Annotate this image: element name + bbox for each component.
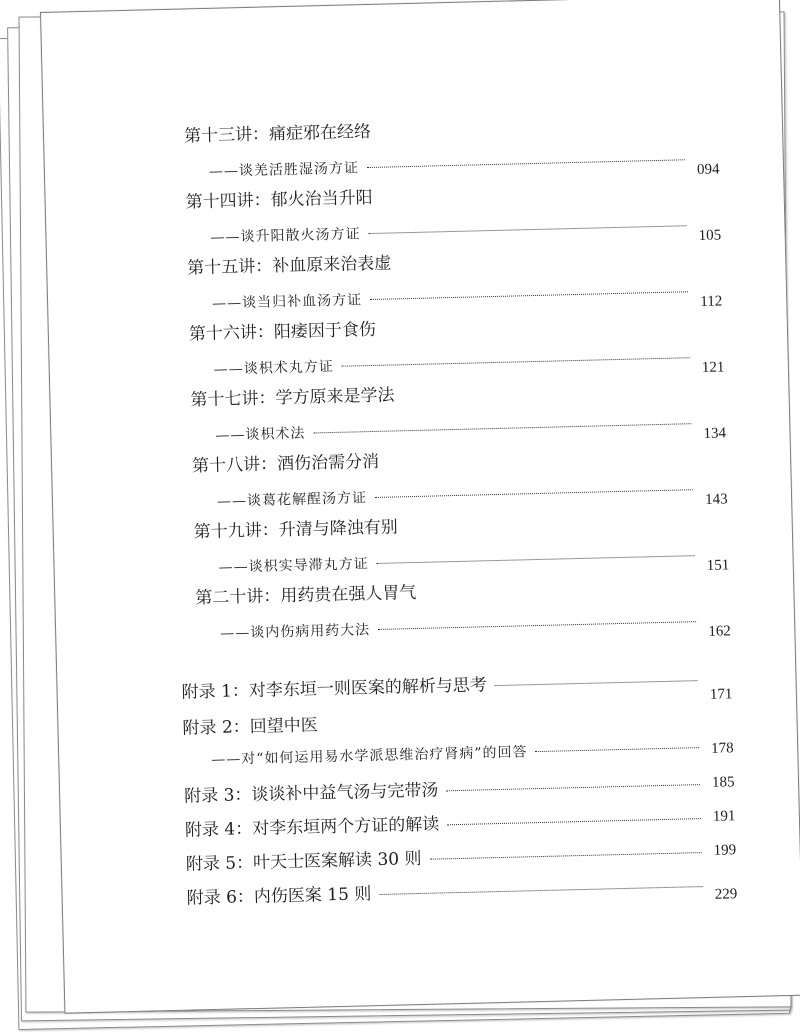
toc-entry-appendix xyxy=(181,665,705,703)
toc-entry-appendix xyxy=(182,710,318,738)
page-number: 185 xyxy=(711,774,735,791)
toc-entry-title xyxy=(192,447,380,477)
entry-title: 附录 5：叶天士医案解读 30 则 xyxy=(185,848,422,875)
dot-leader xyxy=(375,489,693,498)
toc-entry-subtitle xyxy=(218,545,702,577)
toc-entry-appendix xyxy=(186,837,710,875)
page-number: 105 xyxy=(698,227,722,244)
dot-leader xyxy=(378,621,696,630)
dot-leader xyxy=(370,291,688,300)
toc-entry-appendix xyxy=(184,769,708,807)
page-number: 199 xyxy=(713,842,737,859)
dot-leader xyxy=(368,225,686,234)
toc-entry-title xyxy=(195,578,417,608)
toc-entry-subtitle xyxy=(210,215,694,247)
dot-leader xyxy=(429,852,701,860)
toc-entry-subtitle xyxy=(220,611,704,643)
entry-title: 第十三讲：痛症邪在经络 xyxy=(183,121,372,147)
toc-entry-title xyxy=(190,380,395,410)
page-number: 121 xyxy=(701,359,725,376)
page-number: 162 xyxy=(708,623,732,640)
entry-subtitle: ——谈羌活胜湿汤方证 xyxy=(208,160,360,180)
entry-title: 第十八讲：酒伤治需分消 xyxy=(191,451,380,477)
toc-entry-subtitle xyxy=(214,347,698,379)
entry-subtitle: ——谈枳术丸方证 xyxy=(213,358,334,378)
entry-title: 附录 4：对李东垣两个方证的解读 xyxy=(184,814,440,841)
toc-entry-title xyxy=(187,248,392,278)
page-number: 112 xyxy=(700,293,723,310)
entry-subtitle: ——谈葛花解酲汤方证 xyxy=(216,490,368,510)
table-of-contents xyxy=(41,0,800,1013)
entry-title: 附录 3：谈谈补中益气汤与完带汤 xyxy=(183,780,439,807)
page-number: 134 xyxy=(703,425,727,442)
toc-entry-subtitle xyxy=(217,479,701,511)
entry-title: 第二十讲：用药贵在强人胃气 xyxy=(195,582,417,609)
dot-leader xyxy=(536,747,700,752)
entry-title: 第十四讲：郁火治当升阳 xyxy=(185,187,373,213)
entry-title: 第十五讲：补血原来治表虚 xyxy=(187,253,392,279)
entry-title: 附录 2：回望中医 xyxy=(182,715,318,739)
entry-title: 附录 6：内伤医案 15 则 xyxy=(186,884,372,909)
toc-entry-appendix xyxy=(186,871,710,909)
entry-title: 附录 1：对李东垣一则医案的解析与思考 xyxy=(181,675,488,703)
toc-entry-title xyxy=(189,315,377,345)
toc-entry-appendix xyxy=(185,803,709,841)
entry-title: 第十六讲：阳痿因于食伤 xyxy=(188,319,377,345)
toc-entry-title xyxy=(185,183,373,213)
page-number: 178 xyxy=(711,740,734,757)
page-number: 094 xyxy=(696,161,720,178)
dot-leader xyxy=(367,159,685,168)
dot-leader xyxy=(379,886,702,895)
toc-entry-subtitle xyxy=(211,737,707,769)
toc-entry-subtitle xyxy=(212,281,696,313)
toc-entry-title xyxy=(184,117,372,147)
entry-subtitle: ——谈内伤病用药大法 xyxy=(220,622,371,642)
page-number: 151 xyxy=(706,557,730,574)
page-number: 143 xyxy=(704,491,728,508)
page-number: 171 xyxy=(709,686,733,703)
dot-leader xyxy=(447,818,701,825)
dot-leader xyxy=(377,555,695,564)
page-number: 191 xyxy=(712,808,736,825)
entry-subtitle: ——谈枳术法 xyxy=(215,425,306,444)
entry-subtitle: ——谈当归补血汤方证 xyxy=(211,292,363,312)
toc-entry-subtitle xyxy=(209,149,693,181)
toc-entry-title xyxy=(193,512,398,542)
dot-leader xyxy=(313,423,691,433)
entry-subtitle: ——谈枳实导滞丸方证 xyxy=(218,556,369,576)
entry-title: 第十七讲：学方原来是学法 xyxy=(190,385,395,411)
page-number: 229 xyxy=(714,886,738,903)
entry-subtitle: ——谈升阳散火汤方证 xyxy=(210,226,361,246)
dot-leader xyxy=(495,680,698,686)
dot-leader xyxy=(342,357,690,367)
toc-entry-subtitle xyxy=(215,413,699,445)
entry-title: 第十九讲：升清与降浊有别 xyxy=(193,517,398,543)
entry-subtitle: ——对“如何运用易水学派思维治疗肾病”的回答 xyxy=(211,744,528,769)
toc-page xyxy=(40,0,800,1014)
dot-leader xyxy=(446,784,700,791)
